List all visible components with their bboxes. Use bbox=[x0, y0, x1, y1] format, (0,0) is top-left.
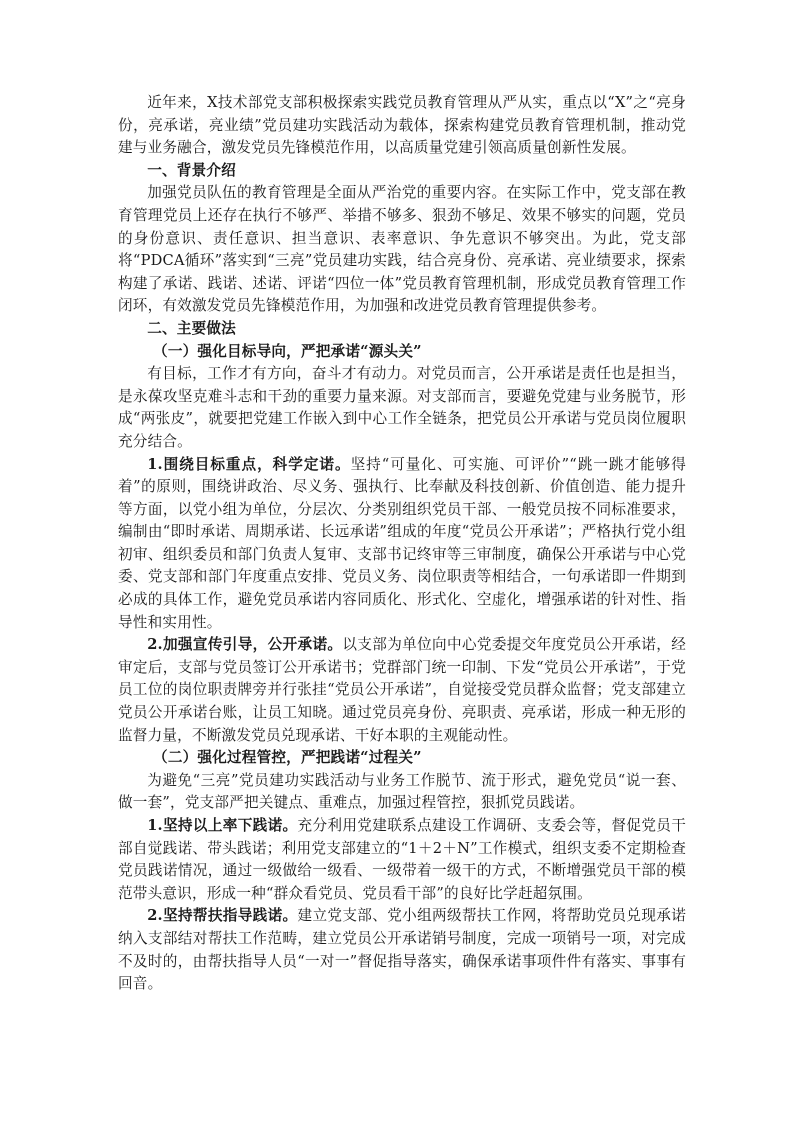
background-paragraph: 加强党员队伍的教育管理是全面从严治党的重要内容。在实际工作中，党支部在教育管理党员上还存在执行不够严、举措不够多、狠劲不够足、效果不够实的问题，党员的身份意识、责任意识、担当意识、表率意识、争先意识不够突出。为此，党支部将“PDCA循环”落实到“三亮”党员建功实践，结合亮身份、亮承诺、亮业绩要求，探索构建了承诺、践诺、述诺、评诺“四位一体”党员教育管理机制，形成党员教育管理工作闭环，有效激发党员先锋模范作用，为加强和改进党员教育管理提供参考。 bbox=[118, 184, 686, 315]
item-body: 建立党支部、党小组两级帮扶工作网，将帮助党员兑现承诺纳入支部结对帮扶工作范畴，建立党员公开承诺销号制度，完成一项销号一项，对完成不及时的，由帮扶指导人员“一对一”督促指导落实，确保承诺事项件件有落实、事事有回音。 bbox=[118, 907, 687, 993]
item-guidance-support bbox=[118, 905, 686, 995]
item-lead: 2.加强宣传引导，公开承诺。 bbox=[147, 636, 343, 654]
item-scientific-commitment bbox=[118, 454, 686, 635]
item-body: 充分利用党建联系点建设工作调研、支委会等，督促党员干部自觉践诺、带头践诺；利用党支部建立的“1＋2＋N”工作模式，组织支委不定期检查党员践诺情况，通过一级做给一级看、一级带着一级干的方式，不断增强党员干部的模范带头意识，形成一种“群众看党员、党员看干部”的良好比学赶超氛围。 bbox=[118, 817, 687, 902]
item-body: 坚持“可量化、可实施、可评价”“跳一跳才能够得着”的原则，围绕讲政治、尽义务、强执行、比奉献及科技创新、价值创造、能力提升等方面，以党小组为单位，分层次、分类别组织党员干部、一般党员按不同标准要求，编制由“即时承诺、周期承诺、长远承诺”组成的年度“党员公开承诺”；严格执行党小组初审、组织委员和部门负责人复审、支部书记终审等三审制度，确保公开承诺与中心党委、党支部和部门年度重点安排、党员义务、岗位职责等相结合，一句承诺即一件期到必成的具体工作，避免党员承诺内容同质化、形式化、空虚化，增强承诺的针对性、指导性和实用性。 bbox=[118, 455, 686, 631]
section-heading-practices: 二、主要做法 bbox=[147, 319, 236, 337]
item-lead: 1.围绕目标重点，科学定诺。 bbox=[147, 455, 351, 473]
item-public-commitment bbox=[118, 634, 686, 747]
item-lead-by-example bbox=[118, 815, 686, 905]
section-heading-background: 一、背景介绍 bbox=[147, 161, 236, 179]
document-page bbox=[118, 92, 686, 996]
item-lead: 1.坚持以上率下践诺。 bbox=[147, 817, 298, 834]
goal-orientation-paragraph: 有目标，工作才有方向，奋斗才有动力。对党员而言，公开承诺是责任也是担当，是永葆攻坚克难斗志和干劲的重要力量来源。对支部而言，要避免党建与业务脱节，形成“两张皮”，就要把党建工作嵌入到中心工作全链条，把党员公开承诺与党员岗位履职充分结合。 bbox=[118, 365, 686, 450]
process-control-paragraph: 为避免“三亮”党员建功实践活动与业务工作脱节、流于形式，避免党员“说一套、做一套”，党支部严把关键点、重难点，加强过程管控，狠抓党员践诺。 bbox=[118, 771, 686, 812]
subsection-heading-process-control: （二）强化过程管控，严把践诺“过程关” bbox=[153, 749, 422, 767]
item-lead: 2.坚持帮扶指导践诺。 bbox=[147, 907, 298, 925]
intro-paragraph: 近年来，X技术部党支部积极探索实践党员教育管理从严从实，重点以“X”之“亮身份，亮承诺，亮业绩”党员建功实践活动为载体，探索构建党员教育管理机制，推动党建与业务融合，激发党员先锋模范作用，以高质量党建引领高质量创新性发展。 bbox=[118, 94, 686, 157]
subsection-heading-goal-orientation: （一）强化目标导向，严把承诺“源头关” bbox=[153, 342, 422, 360]
item-body: 以支部为单位向中心党委提交年度党员公开承诺，经审定后，支部与党员签订公开承诺书；党群部门统一印制、下发“党员公开承诺”，于党员工位的岗位职责牌旁并行张挂“党员公开承诺”，自觉接受党员群众监督；党支部建立党员公开承诺台账，让员工知晓。通过党员亮身份、亮职责、亮承诺，形成一种无形的监督力量，不断激发党员兑现承诺、干好本职的主观能动性。 bbox=[118, 636, 686, 744]
